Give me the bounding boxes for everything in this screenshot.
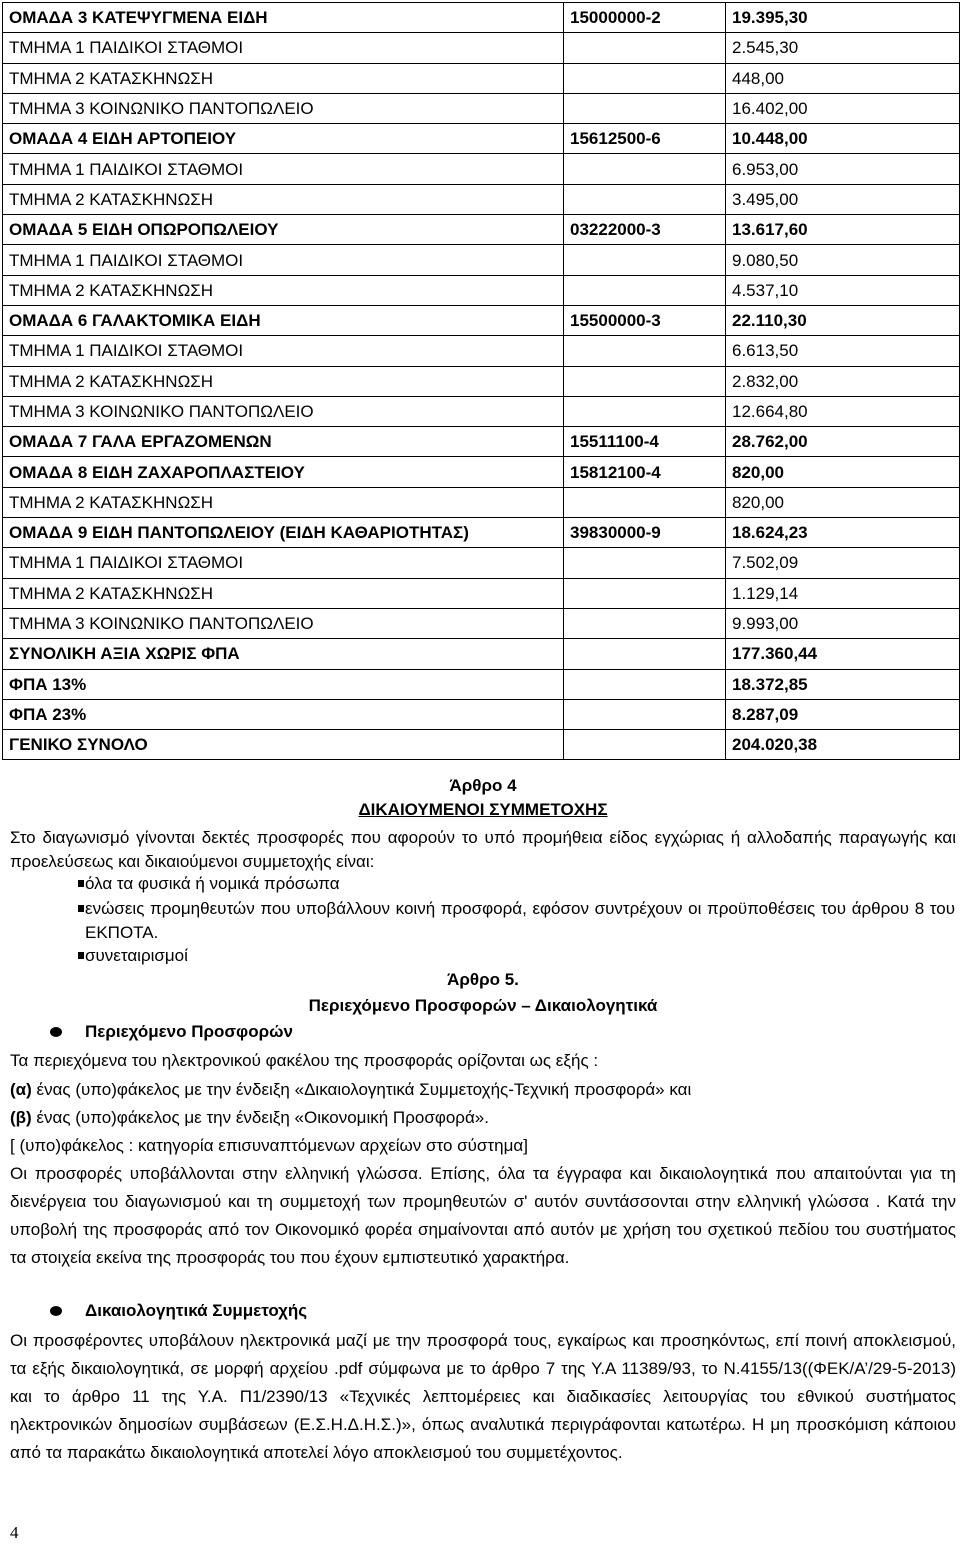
table-row <box>3 154 960 184</box>
row-value: 820,00 <box>726 487 960 517</box>
table-row <box>3 124 960 154</box>
row-code <box>564 93 726 123</box>
article5-subtitle: Περιεχόμενο Προσφορών – Δικαιολογητικά <box>308 996 658 1015</box>
row-code <box>564 63 726 93</box>
row-label: ΤΜΗΜΑ 2 ΚΑΤΑΣΚΗΝΩΣΗ <box>3 63 564 93</box>
table-row <box>3 518 960 548</box>
row-value: 19.395,30 <box>726 3 960 33</box>
row-code: 15511100-4 <box>564 427 726 457</box>
row-code <box>564 487 726 517</box>
row-value: 18.372,85 <box>726 669 960 699</box>
article4-title: Άρθρο 4 <box>449 776 517 795</box>
row-label: ΤΜΗΜΑ 1 ΠΑΙΔΙΚΟΙ ΣΤΑΘΜΟΙ <box>3 548 564 578</box>
article4-subtitle: ΔΙΚΑΙΟΥΜΕΝΟΙ ΣΥΜΜΕΤΟΧΗΣ <box>358 800 608 819</box>
row-code: 03222000-3 <box>564 215 726 245</box>
row-code: 15500000-3 <box>564 305 726 335</box>
row-code <box>564 608 726 638</box>
paragraph: [ (υπο)φάκελος : κατηγορία επισυναπτόμενων αρχείων στο σύστημα] <box>10 1136 528 1155</box>
row-label: ΦΠΑ 13% <box>3 669 564 699</box>
row-label: ΟΜΑΔΑ 7 ΓΑΛΑ ΕΡΓΑΖΟΜΕΝΩΝ <box>3 427 564 457</box>
row-label: ΟΜΑΔΑ 3 ΚΑΤΕΨΥΓΜΕΝΑ ΕΙΔΗ <box>3 3 564 33</box>
row-code <box>564 184 726 214</box>
table-row <box>3 699 960 729</box>
budget-table-body <box>3 3 960 760</box>
section-heading: Περιεχόμενο Προσφορών <box>85 1022 293 1041</box>
row-label: ΤΜΗΜΑ 3 ΚΟΙΝΩΝΙΚΟ ΠΑΝΤΟΠΩΛΕΙΟ <box>3 396 564 426</box>
item-text: ένας (υπο)φάκελος με την ένδειξη «Οικονομική Προσφορά». <box>31 1108 489 1127</box>
row-label: ΓΕΝΙΚΟ ΣΥΝΟΛΟ <box>3 730 564 760</box>
paragraph-b <box>10 1104 956 1132</box>
row-label: ΟΜΑΔΑ 8 ΕΙΔΗ ΖΑΧΑΡΟΠΛΑΣΤΕΙΟΥ <box>3 457 564 487</box>
table-row <box>3 578 960 608</box>
row-label: ΤΜΗΜΑ 1 ΠΑΙΔΙΚΟΙ ΣΤΑΘΜΟΙ <box>3 154 564 184</box>
row-code <box>564 548 726 578</box>
row-label: ΟΜΑΔΑ 9 ΕΙΔΗ ΠΑΝΤΟΠΩΛΕΙΟΥ (ΕΙΔΗ ΚΑΘΑΡΙΟΤΗΤΑΣ) <box>3 518 564 548</box>
row-code <box>564 699 726 729</box>
budget-table <box>2 2 960 760</box>
row-label: ΤΜΗΜΑ 1 ΠΑΙΔΙΚΟΙ ΣΤΑΘΜΟΙ <box>3 336 564 366</box>
row-code <box>564 396 726 426</box>
row-code <box>564 730 726 760</box>
table-row <box>3 487 960 517</box>
table-row <box>3 457 960 487</box>
row-label: ΤΜΗΜΑ 2 ΚΑΤΑΣΚΗΝΩΣΗ <box>3 275 564 305</box>
table-row <box>3 93 960 123</box>
row-value: 13.617,60 <box>726 215 960 245</box>
row-value: 448,00 <box>726 63 960 93</box>
table-row <box>3 215 960 245</box>
row-code: 15812100-4 <box>564 457 726 487</box>
row-value: 10.448,00 <box>726 124 960 154</box>
row-label: ΟΜΑΔΑ 6 ΓΑΛΑΚΤΟΜΙΚΑ ΕΙΔΗ <box>3 305 564 335</box>
row-value: 177.360,44 <box>726 639 960 669</box>
row-label: ΟΜΑΔΑ 4 ΕΙΔΗ ΑΡΤΟΠΕΙΟΥ <box>3 124 564 154</box>
row-value: 1.129,14 <box>726 578 960 608</box>
table-row <box>3 366 960 396</box>
row-label: ΤΜΗΜΑ 1 ΠΑΙΔΙΚΟΙ ΣΤΑΘΜΟΙ <box>3 245 564 275</box>
row-label: ΣΥΝΟΛΙΚΗ ΑΞΙΑ ΧΩΡΙΣ ΦΠΑ <box>3 639 564 669</box>
row-value: 204.020,38 <box>726 730 960 760</box>
article4-intro: Στο διαγωνισμό γίνονται δεκτές προσφορές που αφορούν το υπό προμήθεια είδος εγχώριας ή αλλοδαπής παραγωγής και προελεύσεως και δικαιούμενοι συμμετοχής είναι: <box>10 828 956 871</box>
row-value: 8.287,09 <box>726 699 960 729</box>
item-label: (β) <box>10 1108 32 1127</box>
row-code: 15000000-2 <box>564 3 726 33</box>
table-row <box>3 275 960 305</box>
row-value: 6.953,00 <box>726 154 960 184</box>
row-value: 16.402,00 <box>726 93 960 123</box>
page-number: 4 <box>10 1523 19 1542</box>
table-row <box>3 608 960 638</box>
row-value: 22.110,30 <box>726 305 960 335</box>
row-label: ΤΜΗΜΑ 2 ΚΑΤΑΣΚΗΝΩΣΗ <box>3 366 564 396</box>
row-value: 820,00 <box>726 457 960 487</box>
row-code <box>564 245 726 275</box>
bullet-dot-icon <box>50 1027 62 1037</box>
table-row <box>3 639 960 669</box>
table-row <box>3 730 960 760</box>
row-label: ΤΜΗΜΑ 1 ΠΑΙΔΙΚΟΙ ΣΤΑΘΜΟΙ <box>3 33 564 63</box>
row-value: 9.080,50 <box>726 245 960 275</box>
row-label: ΤΜΗΜΑ 2 ΚΑΤΑΣΚΗΝΩΣΗ <box>3 578 564 608</box>
row-value: 7.502,09 <box>726 548 960 578</box>
item-text: ένας (υπο)φάκελος με την ένδειξη «Δικαιολογητικά Συμμετοχής-Τεχνική προσφορά» και <box>31 1080 692 1099</box>
row-value: 3.495,00 <box>726 184 960 214</box>
row-value: 9.993,00 <box>726 608 960 638</box>
row-label: ΦΠΑ 23% <box>3 699 564 729</box>
paragraph: Οι προσφέροντες υποβάλουν ηλεκτρονικά μαζί με την προσφορά τους, εγκαίρως και προσηκόντως, επί ποινή αποκλεισμού, τα εξής δικαιολογητικά, σε μορφή αρχείου .pdf σύμφωνα με το άρθρο 7 της Υ.Α 11389/93, το Ν.4155/13((ΦΕΚ/Α’/29-5-2013) και το άρθρο 11 της Υ.Α. Π1/2390/13 «Τεχνικές λεπτομέρειες και διαδικασίες λειτουργίας του εθνικού συστήματος ηλεκτρονικών δημοσίων συμβάσεων (Ε.Σ.Η.Δ.Η.Σ.)», όπως αναλυτικά περιγράφονται κατωτέρω. Η μη προσκόμιση κάποιου από τα παρακάτω δικαιολογητικά αποτελεί λόγο αποκλεισμού του συμμετέχοντος. <box>10 1331 956 1462</box>
row-code <box>564 578 726 608</box>
paragraph: Τα περιεχόμενα του ηλεκτρονικού φακέλου της προσφοράς ορίζονται ως εξής : <box>10 1051 599 1070</box>
row-code <box>564 336 726 366</box>
row-code <box>564 154 726 184</box>
bullet-item: όλα τα φυσικά ή νομικά πρόσωπα <box>85 872 955 896</box>
bullet-item: συνεταιρισμοί <box>85 944 955 968</box>
table-row <box>3 548 960 578</box>
paragraph-a <box>10 1076 956 1104</box>
row-code <box>564 669 726 699</box>
table-row <box>3 245 960 275</box>
table-row <box>3 33 960 63</box>
row-code <box>564 275 726 305</box>
row-value: 2.545,30 <box>726 33 960 63</box>
row-value: 28.762,00 <box>726 427 960 457</box>
row-code <box>564 33 726 63</box>
row-value: 12.664,80 <box>726 396 960 426</box>
row-value: 18.624,23 <box>726 518 960 548</box>
row-label: ΤΜΗΜΑ 3 ΚΟΙΝΩΝΙΚΟ ΠΑΝΤΟΠΩΛΕΙΟ <box>3 608 564 638</box>
bullet-item: ενώσεις προμηθευτών που υποβάλλουν κοινή προσφορά, εφόσον συντρέχουν οι προϋποθέσεις του άρθρου 8 του ΕΚΠΟΤΑ. <box>85 897 955 945</box>
table-row <box>3 305 960 335</box>
table-row <box>3 396 960 426</box>
row-code: 15612500-6 <box>564 124 726 154</box>
row-value: 4.537,10 <box>726 275 960 305</box>
row-label: ΤΜΗΜΑ 2 ΚΑΤΑΣΚΗΝΩΣΗ <box>3 487 564 517</box>
table-row <box>3 669 960 699</box>
row-code: 39830000-9 <box>564 518 726 548</box>
row-label: ΟΜΑΔΑ 5 ΕΙΔΗ ΟΠΩΡΟΠΩΛΕΙΟΥ <box>3 215 564 245</box>
row-label: ΤΜΗΜΑ 2 ΚΑΤΑΣΚΗΝΩΣΗ <box>3 184 564 214</box>
row-code <box>564 639 726 669</box>
row-value: 2.832,00 <box>726 366 960 396</box>
item-label: (α) <box>10 1080 32 1099</box>
row-value: 6.613,50 <box>726 336 960 366</box>
article5-title: Άρθρο 5. <box>447 970 519 989</box>
row-label: ΤΜΗΜΑ 3 ΚΟΙΝΩΝΙΚΟ ΠΑΝΤΟΠΩΛΕΙΟ <box>3 93 564 123</box>
table-row <box>3 184 960 214</box>
section-heading: Δικαιολογητικά Συμμετοχής <box>85 1301 308 1320</box>
table-row <box>3 3 960 33</box>
table-row <box>3 336 960 366</box>
table-row <box>3 63 960 93</box>
table-row <box>3 427 960 457</box>
bullet-dot-icon <box>50 1306 62 1316</box>
paragraph: Οι προσφορές υποβάλλονται στην ελληνική γλώσσα. Επίσης, όλα τα έγγραφα και δικαιολογητικά που απαιτούνται για τη διενέργεια του διαγωνισμού και τη συμμετοχή των προμηθευτών σ' αυτόν συντάσσονται στην ελληνική γλώσσα . Κατά την υποβολή της προσφοράς από τον Οικονομικό φορέα σημαίνονται από αυτόν με χρήση του σχετικού πεδίου του συστήματος τα στοιχεία εκείνα της προσφοράς του που έχουν εμπιστευτικό χαρακτήρα. <box>10 1164 956 1267</box>
row-code <box>564 366 726 396</box>
